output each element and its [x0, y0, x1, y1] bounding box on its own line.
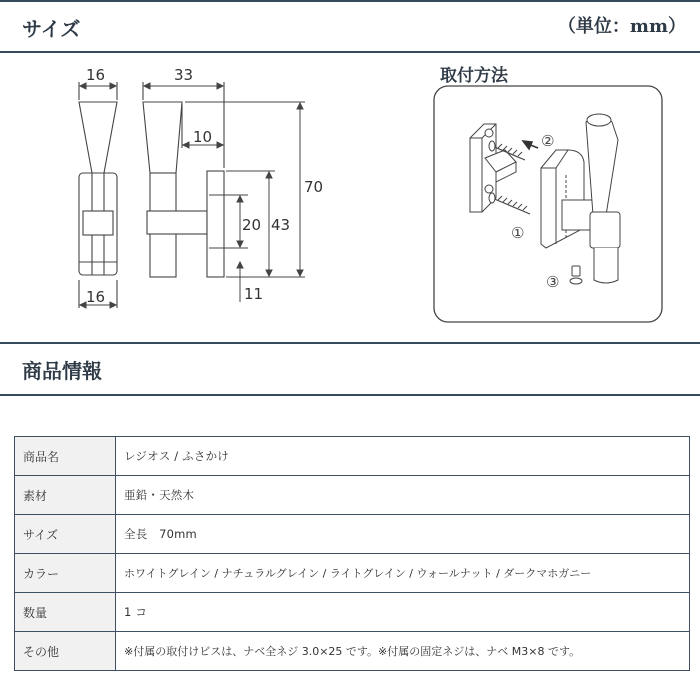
spec-row-color	[15, 554, 690, 593]
spec-key: 素材	[15, 476, 116, 515]
install-heading: 取付方法	[440, 66, 508, 86]
spec-value: 1 コ	[116, 593, 690, 632]
spec-row-size	[15, 515, 690, 554]
spec-row-material	[15, 476, 690, 515]
spec-value: ※付属の取付けビスは、ナベ全ネジ 3.0×25 です。※付属の固定ネジは、ナベ M3×8 です。	[116, 632, 690, 671]
spec-key: その他	[15, 632, 116, 671]
spec-key: サイズ	[15, 515, 116, 554]
size-heading: サイズ	[22, 17, 81, 41]
spec-value: 全長 70mm	[116, 515, 690, 554]
dim-side-depth: 33	[174, 66, 194, 84]
spec-value: ホワイトグレイン / ナチュラルグレイン / ライトグレイン / ウォールナット / ダークマホガニー	[116, 554, 690, 593]
dim-base-thickness: 11	[244, 285, 264, 303]
dim-base-height: 43	[271, 216, 291, 234]
install-step-3: ③	[546, 273, 560, 291]
dimension-drawing	[0, 53, 420, 343]
dim-side-offset: 10	[193, 128, 213, 146]
spec-key: 商品名	[15, 437, 116, 476]
spec-value: レジオス / ふさかけ	[116, 437, 690, 476]
top-border	[0, 0, 700, 2]
dim-base-inner: 20	[242, 216, 262, 234]
install-diagram	[430, 84, 666, 324]
product-header-bottom-divider	[0, 394, 700, 396]
product-info-heading: 商品情報	[22, 359, 102, 383]
dim-total-length: 70	[304, 178, 324, 196]
install-step-1: ①	[511, 224, 525, 242]
dim-front-width-top: 16	[86, 66, 106, 84]
install-step-2: ②	[541, 132, 555, 150]
spec-key: カラー	[15, 554, 116, 593]
spec-key: 数量	[15, 593, 116, 632]
dim-front-width-bottom: 16	[86, 288, 106, 306]
spec-table	[14, 436, 690, 671]
spec-row-quantity	[15, 593, 690, 632]
spec-row-other	[15, 632, 690, 671]
spec-row-name	[15, 437, 690, 476]
spec-value: 亜鉛・天然木	[116, 476, 690, 515]
product-header-top-divider	[0, 342, 700, 344]
unit-label: （単位：mm）	[557, 16, 686, 37]
